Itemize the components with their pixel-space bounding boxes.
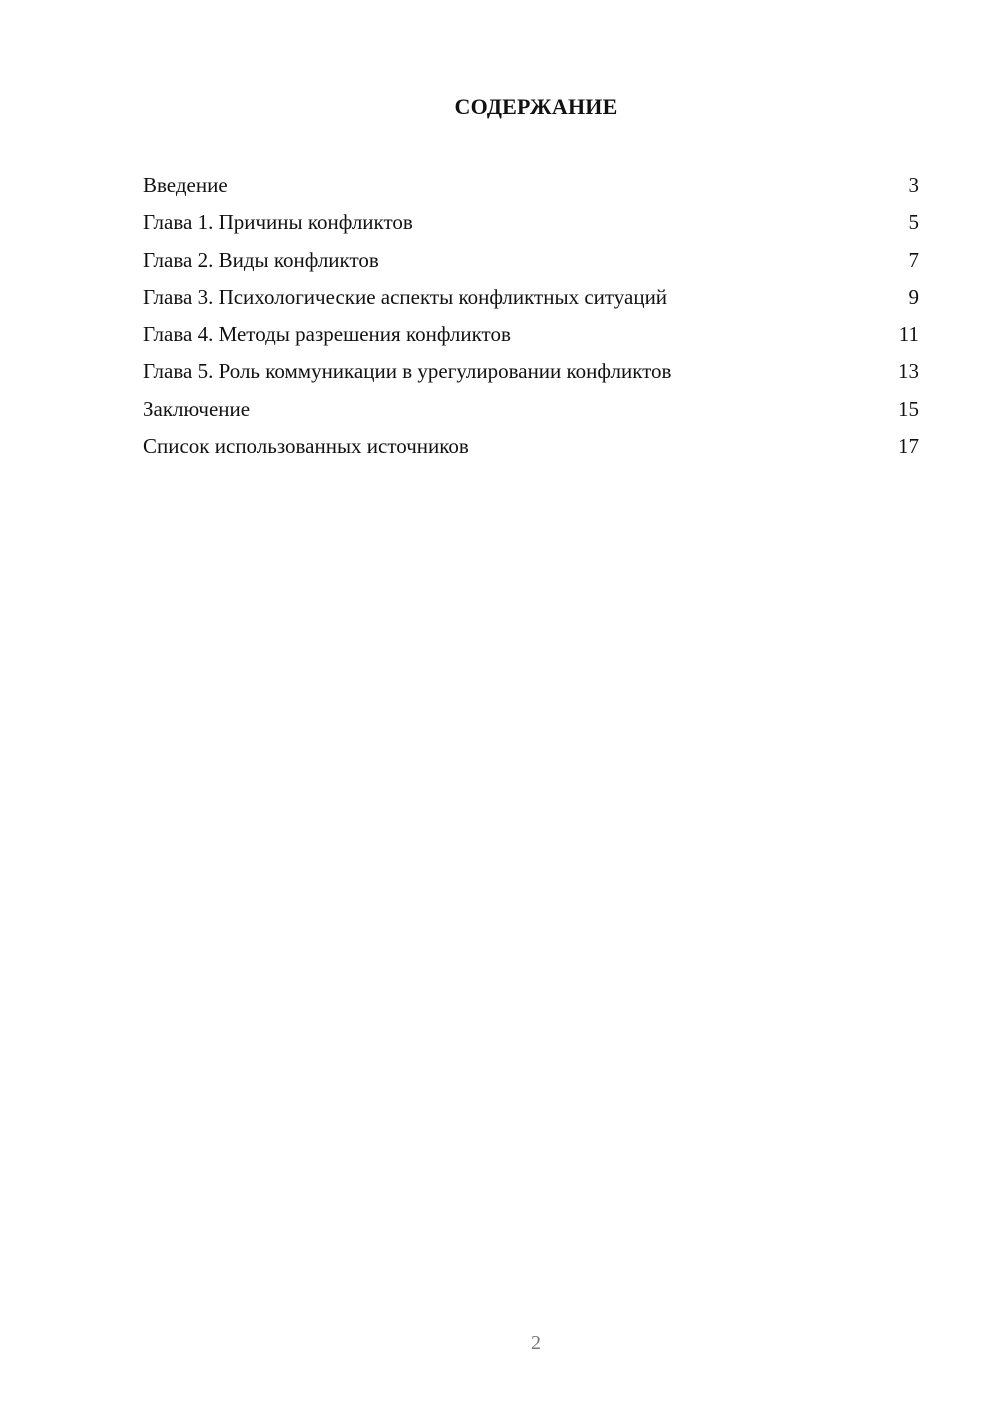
toc-entry-chapter-1 — [143, 205, 919, 242]
toc-entry-conclusion — [143, 392, 919, 429]
toc-entry-page: 13 — [898, 359, 919, 384]
toc-heading: СОДЕРЖАНИЕ — [454, 94, 618, 119]
toc-entry-label: Список использованных источников — [143, 434, 469, 459]
toc-entry-label: Глава 3. Психологические аспекты конфликтных ситуаций — [143, 284, 668, 309]
toc-entry-page: 11 — [898, 322, 919, 347]
toc-entry-introduction — [143, 168, 919, 205]
toc-entry-label: Заключение — [143, 396, 251, 421]
toc-entry-page: 3 — [908, 173, 919, 197]
toc-entry-chapter-5 — [143, 354, 919, 391]
toc-entry-label: Глава 4. Методы разрешения конфликтов — [143, 322, 511, 347]
toc-entry-label: Глава 2. Виды конфликтов — [143, 247, 379, 272]
toc-entry-label: Глава 5. Роль коммуникации в урегулировании конфликтов — [143, 359, 672, 384]
toc-entry-chapter-3 — [143, 280, 919, 317]
toc-entry-page: 15 — [898, 396, 919, 421]
toc-entry-chapter-2 — [143, 243, 919, 280]
toc-entry-chapter-4 — [143, 317, 919, 354]
toc-entry-page: 7 — [908, 247, 919, 272]
table-of-contents — [143, 168, 919, 466]
page-number: 2 — [531, 1332, 541, 1354]
toc-entry-references — [143, 429, 919, 466]
toc-entry-page: 17 — [898, 434, 919, 459]
toc-entry-page: 9 — [908, 284, 919, 309]
toc-entry-label: Введение — [143, 173, 228, 197]
toc-entry-label: Глава 1. Причины конфликтов — [143, 210, 413, 235]
toc-entry-page: 5 — [908, 210, 919, 235]
